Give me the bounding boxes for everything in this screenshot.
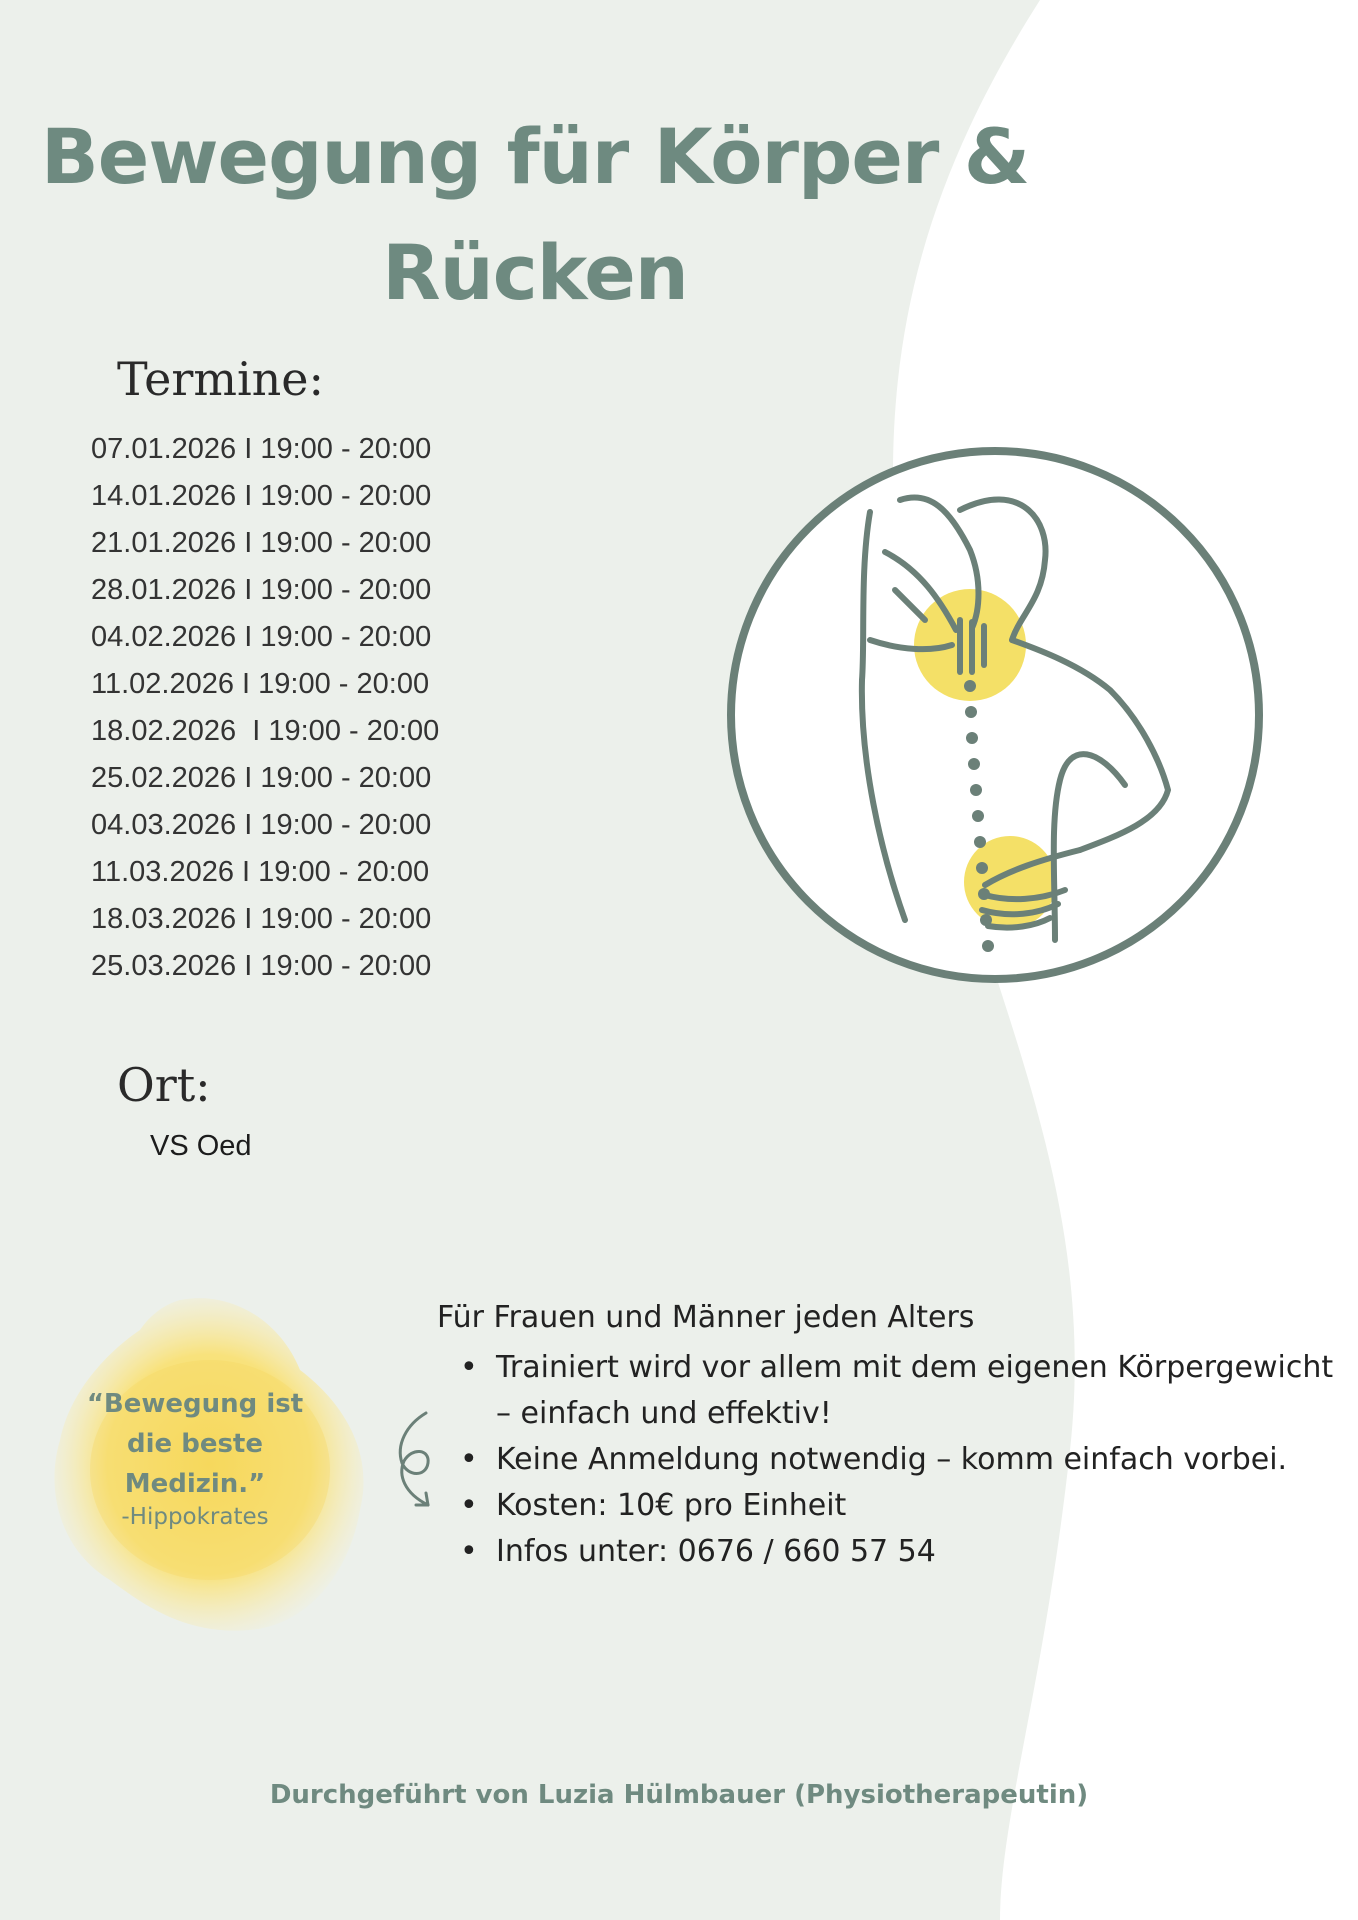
quote [60, 1384, 330, 1530]
list-item: • Kosten: 10€ pro Einheit [460, 1483, 1340, 1529]
quote-line: die beste [127, 1429, 263, 1459]
ort-heading: Ort: [117, 1058, 211, 1112]
list-item: 28.01.2026 I 19:00 - 20:00 [91, 574, 432, 606]
curly-arrow-icon [388, 1405, 454, 1515]
list-item: 25.02.2026 I 19:00 - 20:00 [91, 762, 432, 794]
list-item: • Keine Anmeldung notwendig – komm einfach vorbei. [460, 1437, 1340, 1483]
quote-line: “Bewegung ist [86, 1389, 304, 1419]
list-item: 04.02.2026 I 19:00 - 20:00 [91, 621, 432, 653]
list-item: 18.02.2026 I 19:00 - 20:00 [91, 715, 440, 747]
list-item: 04.03.2026 I 19:00 - 20:00 [91, 809, 432, 841]
list-item: 07.01.2026 I 19:00 - 20:00 [91, 433, 432, 465]
ort-value: VS Oed [150, 1130, 252, 1162]
list-item: 25.03.2026 I 19:00 - 20:00 [91, 950, 432, 982]
termine-heading: Termine: [117, 352, 324, 406]
list-item: 11.02.2026 I 19:00 - 20:00 [91, 668, 430, 700]
termine-list [91, 426, 439, 990]
page-title-line-1: Bewegung für Körper & [40, 112, 1030, 201]
list-item: 11.03.2026 I 19:00 - 20:00 [91, 856, 430, 888]
quote-text [60, 1384, 330, 1504]
list-item: 14.01.2026 I 19:00 - 20:00 [91, 480, 432, 512]
footer-credit: Durchgeführt von Luzia Hülmbauer (Physiotherapeutin) [269, 1780, 1089, 1810]
list-item: • Infos unter: 0676 / 660 57 54 [460, 1529, 1340, 1575]
info-lead: Für Frauen und Männer jeden Alters [437, 1300, 975, 1335]
page-title-line-2: Rücken [382, 228, 688, 317]
list-item: 21.01.2026 I 19:00 - 20:00 [91, 527, 432, 559]
quote-author: -Hippokrates [121, 1504, 269, 1530]
info-list [460, 1345, 1340, 1575]
list-item: 18.03.2026 I 19:00 - 20:00 [91, 903, 432, 935]
quote-line: Medizin.” [124, 1469, 266, 1499]
back-pain-icon [720, 440, 1270, 990]
list-item: • Trainiert wird vor allem mit dem eigenen Körpergewicht – einfach und effektiv! [460, 1345, 1340, 1437]
